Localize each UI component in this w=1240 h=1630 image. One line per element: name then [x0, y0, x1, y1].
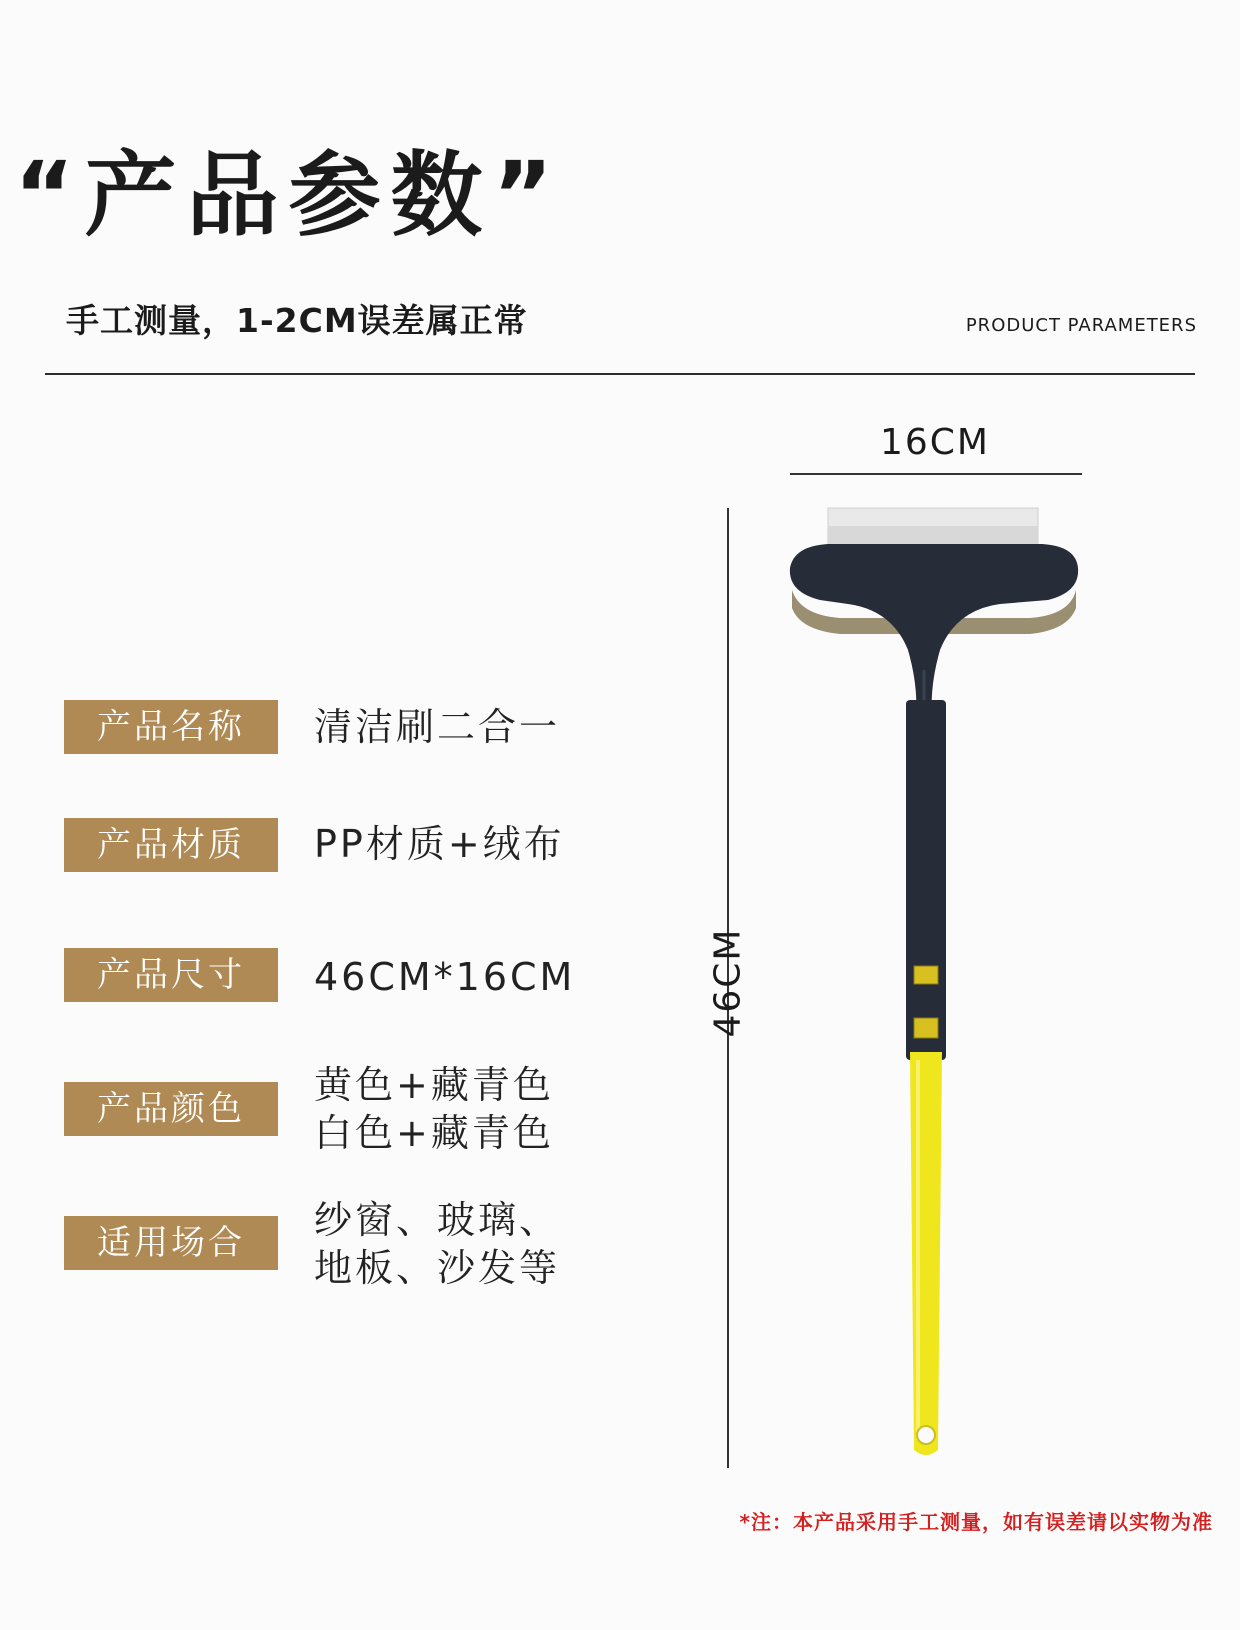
clip-top	[914, 966, 938, 984]
param-value	[314, 1196, 560, 1292]
param-label: 产品名称	[64, 700, 278, 754]
param-value	[314, 820, 565, 868]
param-value-line: 白色+藏青色	[314, 1111, 554, 1155]
disclaimer-note: *注：本产品采用手工测量，如有误差请以实物为准	[739, 1510, 1213, 1534]
cleaning-brush-image	[780, 500, 1090, 1480]
width-dimension-line	[790, 473, 1082, 475]
param-label: 产品颜色	[64, 1082, 278, 1136]
page-subtitle: 手工测量，1-2CM误差属正常	[66, 301, 528, 340]
param-value-line: PP材质+绒布	[314, 822, 565, 866]
param-label: 产品材质	[64, 818, 278, 872]
handle-upper	[906, 700, 946, 1060]
param-value-line: 清洁刷二合一	[314, 705, 561, 749]
param-value	[314, 1061, 554, 1157]
param-value-line: 黄色+藏青色	[314, 1063, 554, 1107]
param-value	[314, 703, 560, 751]
param-label: 产品尺寸	[64, 948, 278, 1002]
clip-bottom	[914, 1018, 938, 1038]
height-dimension-label: 46CM	[707, 927, 749, 1038]
param-value-line: 46CM*16CM	[314, 955, 576, 999]
hang-hole	[917, 1426, 935, 1444]
page-title: “产品参数”	[14, 142, 563, 249]
param-value-line: 地板、沙发等	[314, 1246, 561, 1290]
header-divider	[45, 373, 1195, 375]
width-dimension-label: 16CM	[879, 422, 990, 463]
handle-lower	[910, 1052, 942, 1455]
param-label: 适用场合	[64, 1216, 278, 1270]
page-subtitle-en: PRODUCT PARAMETERS	[965, 315, 1197, 336]
param-value	[314, 953, 575, 1001]
param-value-line: 纱窗、玻璃、	[314, 1198, 561, 1242]
